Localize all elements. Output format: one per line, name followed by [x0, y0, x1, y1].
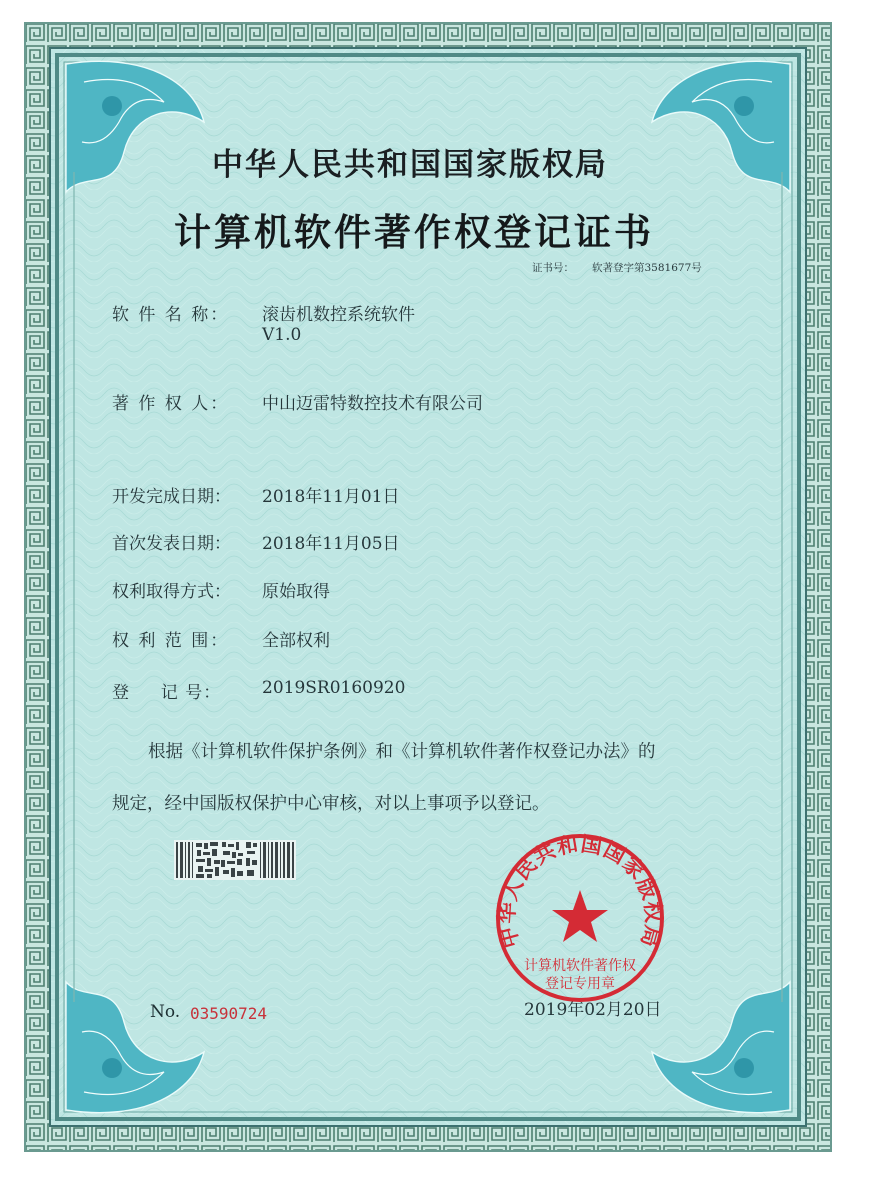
field-label-software-name: 软 件 名 称： [112, 305, 230, 325]
barcode [174, 840, 296, 880]
field-value-copyright-owner: 中山迈雷特数控技术有限公司 [262, 394, 483, 414]
seal-star-icon [552, 890, 608, 942]
field-value-acquisition: 原始取得 [262, 582, 330, 602]
field-value-scope: 全部权利 [262, 631, 330, 651]
field-label-copyright-owner: 著 作 权 人： [112, 394, 230, 414]
seal-inner-line-1: 计算机软件著作权 [524, 958, 636, 974]
seal-ring-text: 中华人民共和国国家版权局 [494, 831, 666, 951]
field-label-acquisition: 权利取得方式： [112, 582, 231, 602]
seal-inner-line-2: 登记专用章 [545, 976, 615, 992]
field-value-version: V1.0 [262, 325, 302, 345]
statement-line-2: 规定，经中国版权保护中心审核，对以上事项予以登记。 [112, 794, 550, 814]
cert-no-label: 证书号： [532, 262, 574, 274]
issue-date: 2019年02月20日 [524, 1000, 662, 1020]
serial-number: 03590724 [190, 1004, 268, 1023]
field-value-completion-date: 2018年11月01日 [262, 487, 400, 507]
serial-label: No. [150, 1002, 181, 1022]
certificate-title: 计算机软件著作权登记证书 [174, 210, 654, 254]
field-value-registration-no: 2019SR0160920 [262, 678, 406, 698]
certificate [24, 22, 832, 1152]
field-label-completion-date: 开发完成日期： [112, 487, 231, 507]
field-value-software-name: 滚齿机数控系统软件 [262, 305, 415, 325]
field-label-registration-no: 登 记 号： [112, 683, 222, 703]
field-value-publish-date: 2018年11月05日 [262, 534, 400, 554]
field-label-publish-date: 首次发表日期： [112, 534, 231, 554]
statement-line-1: 根据《计算机软件保护条例》和《计算机软件著作权登记办法》的 [148, 742, 656, 762]
field-label-scope: 权 利 范 围： [112, 631, 230, 651]
official-seal [490, 828, 670, 1008]
cert-no-value: 软著登字第3581677号 [592, 262, 702, 274]
authority-name: 中华人民共和国国家版权局 [212, 147, 608, 183]
